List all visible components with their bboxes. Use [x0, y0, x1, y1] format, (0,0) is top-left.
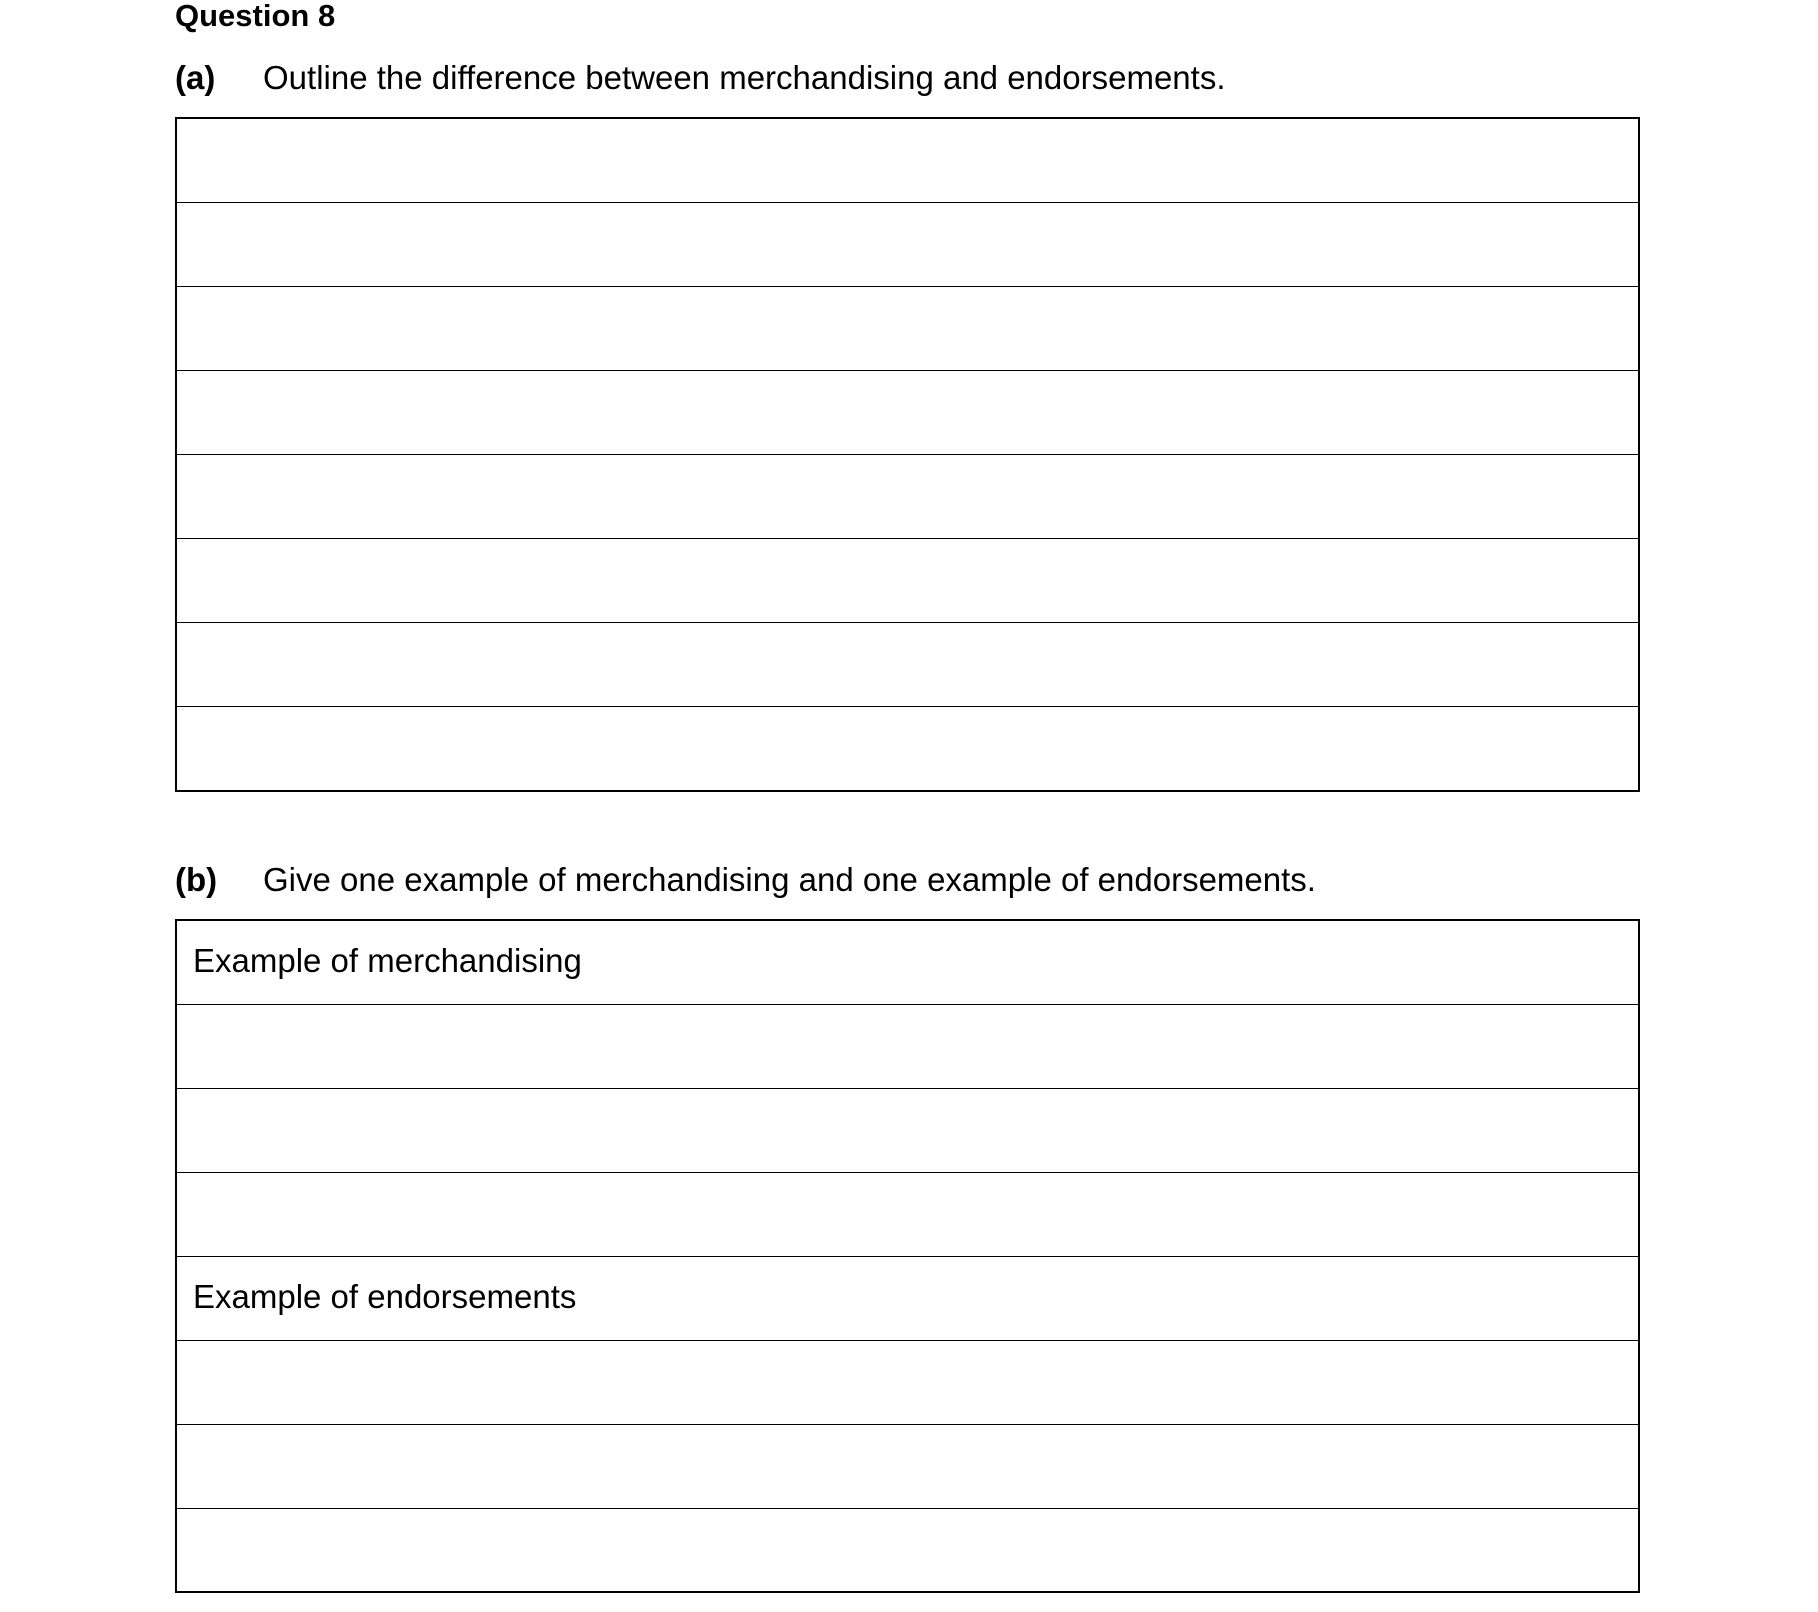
answer-line[interactable] [177, 455, 1638, 539]
part-b-prompt: Give one example of merchandising and one example of endorsements. [263, 861, 1316, 898]
answer-line[interactable] [177, 203, 1638, 287]
part-b-label: (b) [175, 861, 218, 898]
endorsements-label: Example of endorsements [193, 1278, 577, 1315]
endorsements-heading-row [177, 1257, 1638, 1341]
part-a-answer-box[interactable] [175, 117, 1640, 792]
answer-line[interactable] [177, 707, 1638, 791]
part-a-prompt-line [175, 58, 1226, 98]
answer-line[interactable] [177, 623, 1638, 707]
answer-line[interactable] [177, 119, 1638, 203]
part-a-prompt: Outline the difference between merchandising and endorsements. [263, 59, 1226, 96]
answer-line[interactable] [177, 1005, 1638, 1089]
answer-line[interactable] [177, 539, 1638, 623]
answer-line[interactable] [177, 1341, 1638, 1425]
answer-line[interactable] [177, 1173, 1638, 1257]
part-b-answer-box[interactable] [175, 919, 1640, 1593]
answer-line[interactable] [177, 371, 1638, 455]
part-b-prompt-line [175, 860, 1316, 900]
answer-line[interactable] [177, 1089, 1638, 1173]
part-a-label: (a) [175, 59, 216, 96]
answer-line[interactable] [177, 287, 1638, 371]
answer-line[interactable] [177, 1425, 1638, 1509]
merchandising-label: Example of merchandising [193, 942, 582, 979]
merchandising-heading-row [177, 921, 1638, 1005]
question-title: Question 8 [175, 0, 336, 33]
answer-line[interactable] [177, 1509, 1638, 1593]
